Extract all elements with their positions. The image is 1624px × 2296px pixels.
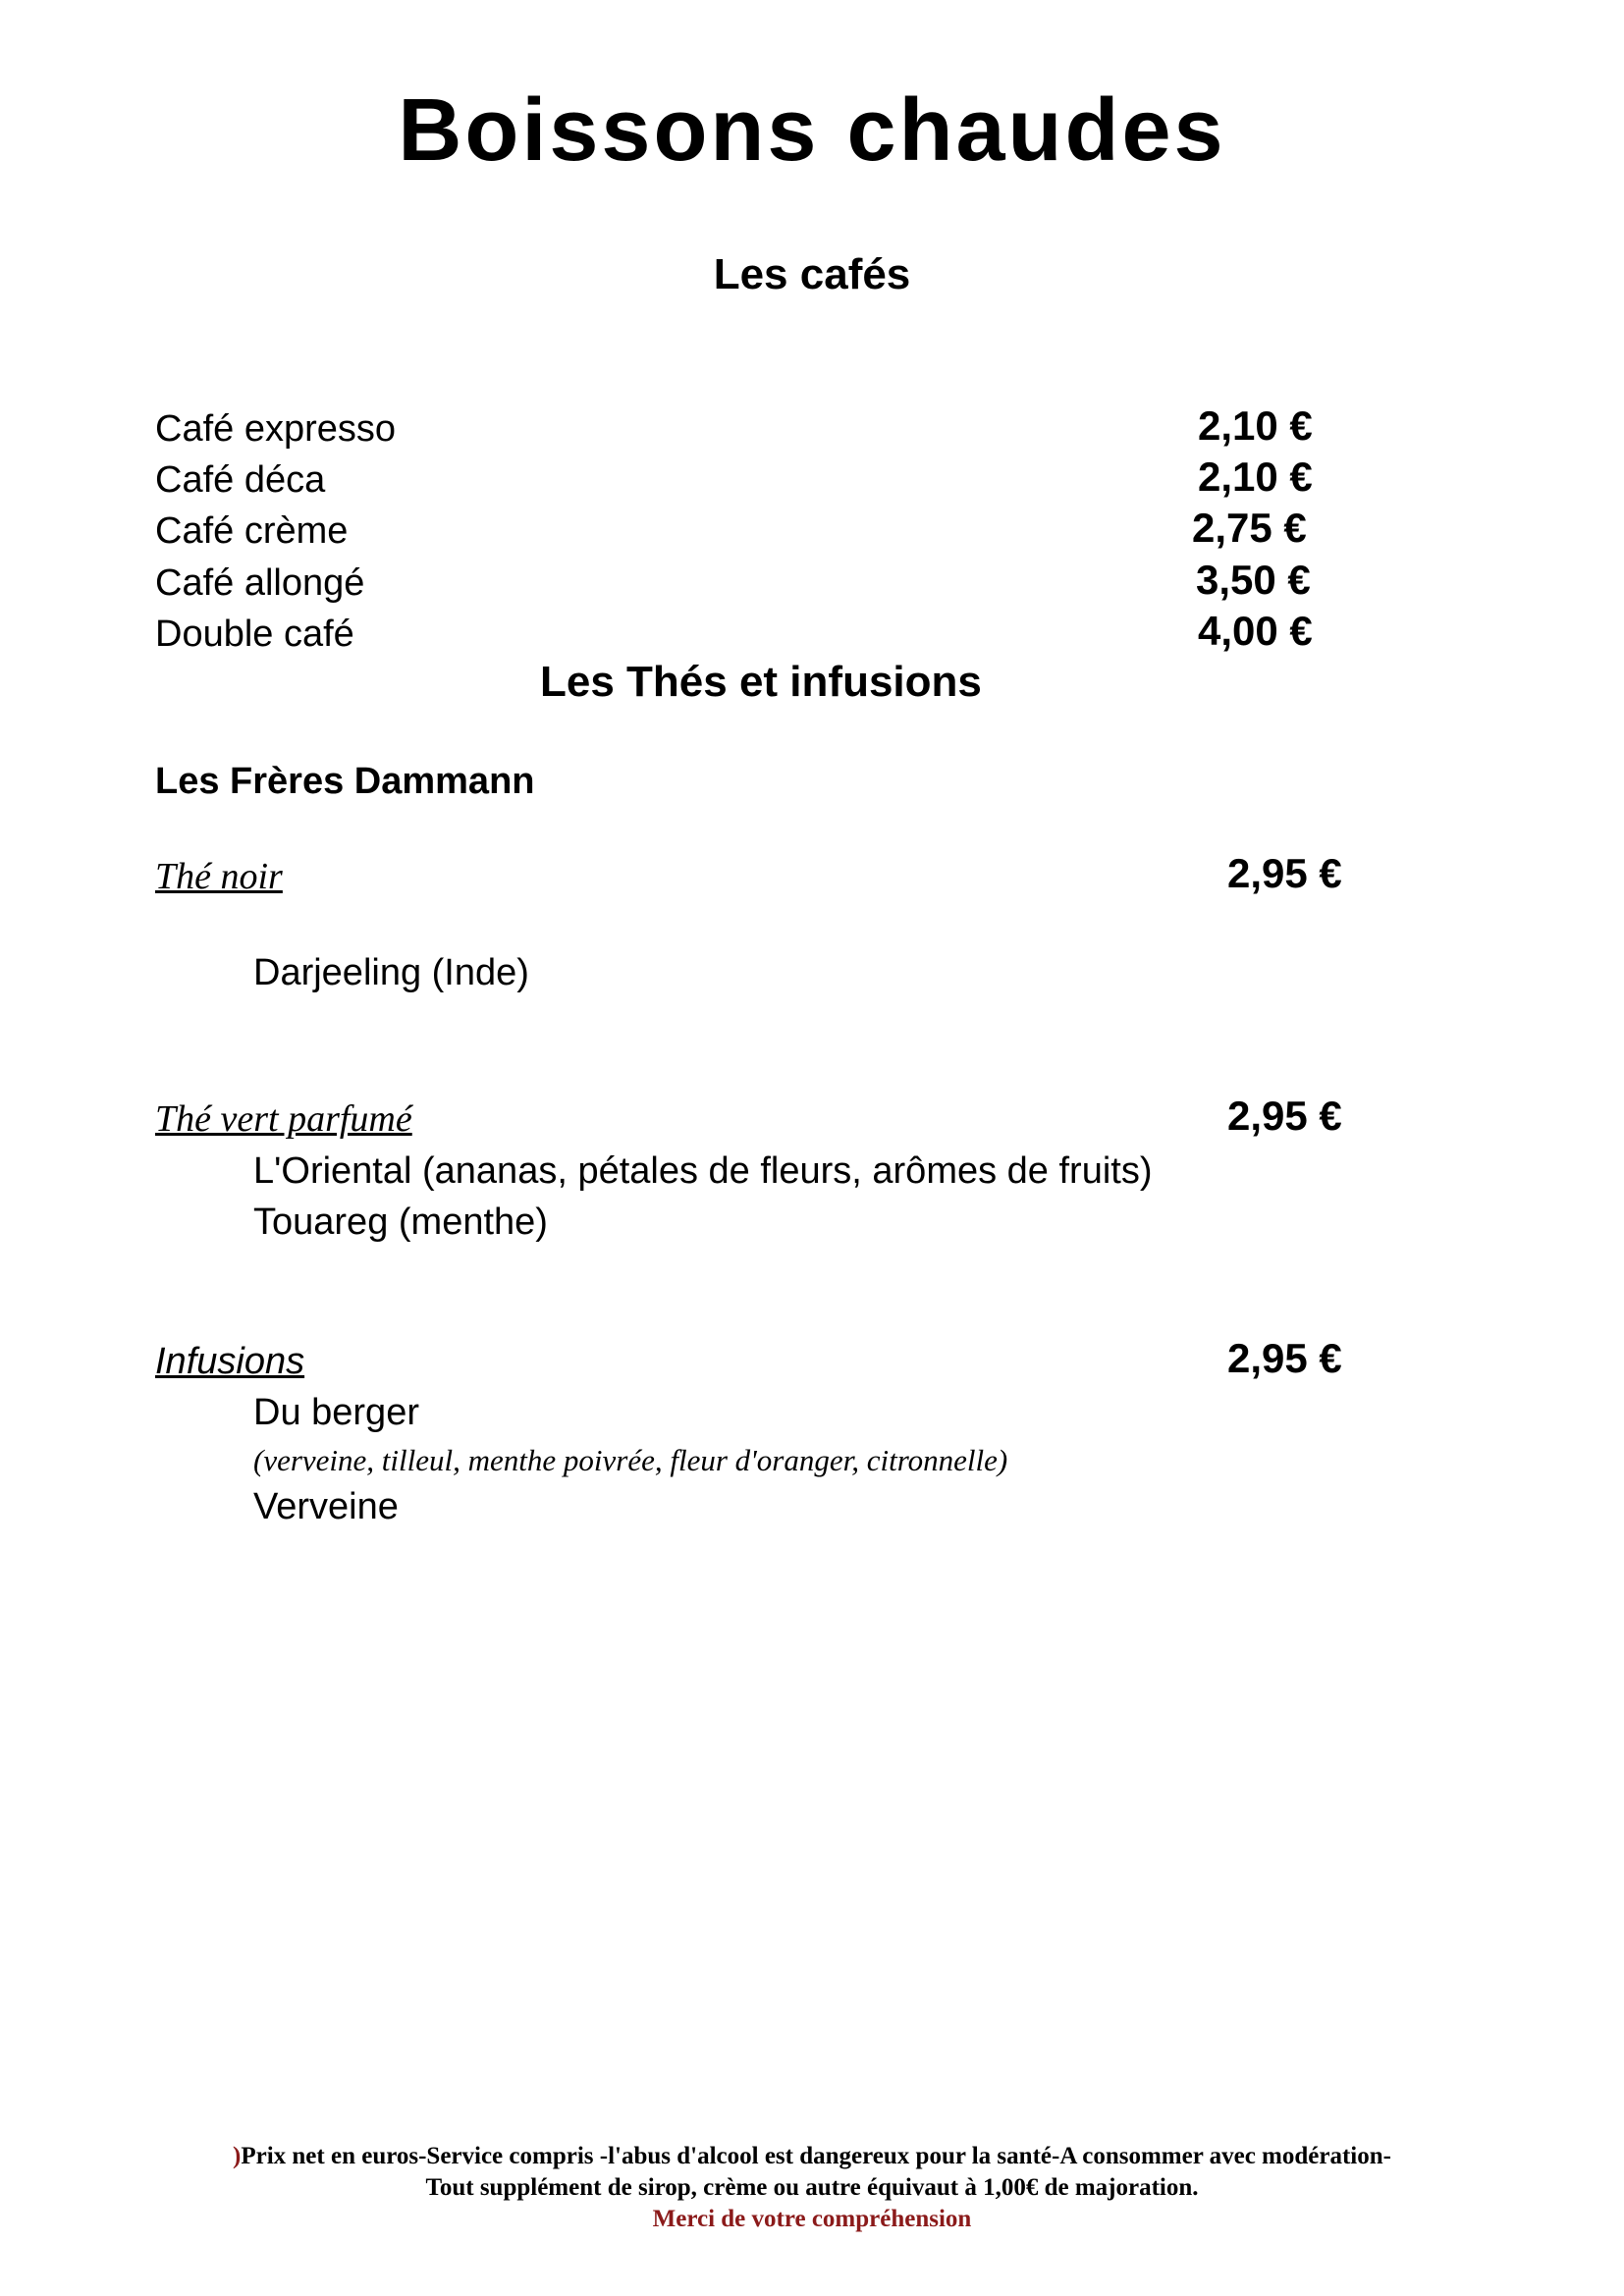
menu-item-price: 4,00 € bbox=[1198, 608, 1313, 654]
category-price: 2,95 € bbox=[1227, 1335, 1342, 1381]
tea-item: Darjeeling (Inde) bbox=[253, 952, 529, 993]
section-heading-cafes: Les cafés bbox=[713, 250, 911, 298]
menu-item-price: 2,10 € bbox=[1198, 402, 1313, 449]
footer-line-1-text: Prix net en euros-Service compris -l'abus d'alcool est dangereux pour la santé-A consommer avec modération- bbox=[241, 2143, 1391, 2169]
section-heading-thes: Les Thés et infusions bbox=[540, 658, 982, 706]
category-price: 2,95 € bbox=[1227, 1093, 1342, 1139]
tea-item: L'Oriental (ananas, pétales de fleurs, arômes de fruits) bbox=[253, 1150, 1153, 1192]
menu-item-price: 2,10 € bbox=[1198, 454, 1313, 500]
brand-name: Les Frères Dammann bbox=[155, 761, 535, 802]
category-infusions: Infusions bbox=[155, 1341, 305, 1382]
footer-notice bbox=[0, 2141, 1624, 2235]
menu-item-name: Café allongé bbox=[155, 562, 365, 604]
infusion-item: Du berger bbox=[253, 1392, 419, 1433]
footer-line-2: Tout supplément de sirop, crème ou autre équivaut à 1,00€ de majoration. bbox=[425, 2174, 1199, 2201]
footer-mark: ) bbox=[233, 2143, 242, 2169]
menu-item-price: 3,50 € bbox=[1196, 557, 1311, 603]
category-price: 2,95 € bbox=[1227, 850, 1342, 896]
tea-item: Touareg (menthe) bbox=[253, 1201, 548, 1243]
menu-item-name: Café déca bbox=[155, 459, 326, 501]
menu-item-name: Café crème bbox=[155, 510, 349, 552]
infusion-item: Verveine bbox=[253, 1486, 399, 1527]
page-title: Boissons chaudes bbox=[398, 81, 1226, 180]
menu-item-name: Double café bbox=[155, 614, 354, 655]
menu-item-price: 2,75 € bbox=[1192, 505, 1307, 551]
footer-line-1 bbox=[0, 2141, 1624, 2172]
menu-item-name: Café expresso bbox=[155, 408, 397, 450]
category-the-noir: Thé noir bbox=[155, 856, 283, 897]
category-the-vert: Thé vert parfumé bbox=[155, 1098, 412, 1140]
footer-thanks: Merci de votre compréhension bbox=[652, 2206, 972, 2232]
infusion-note: (verveine, tilleul, menthe poivrée, fleur d'oranger, citronnelle) bbox=[253, 1443, 1008, 1477]
